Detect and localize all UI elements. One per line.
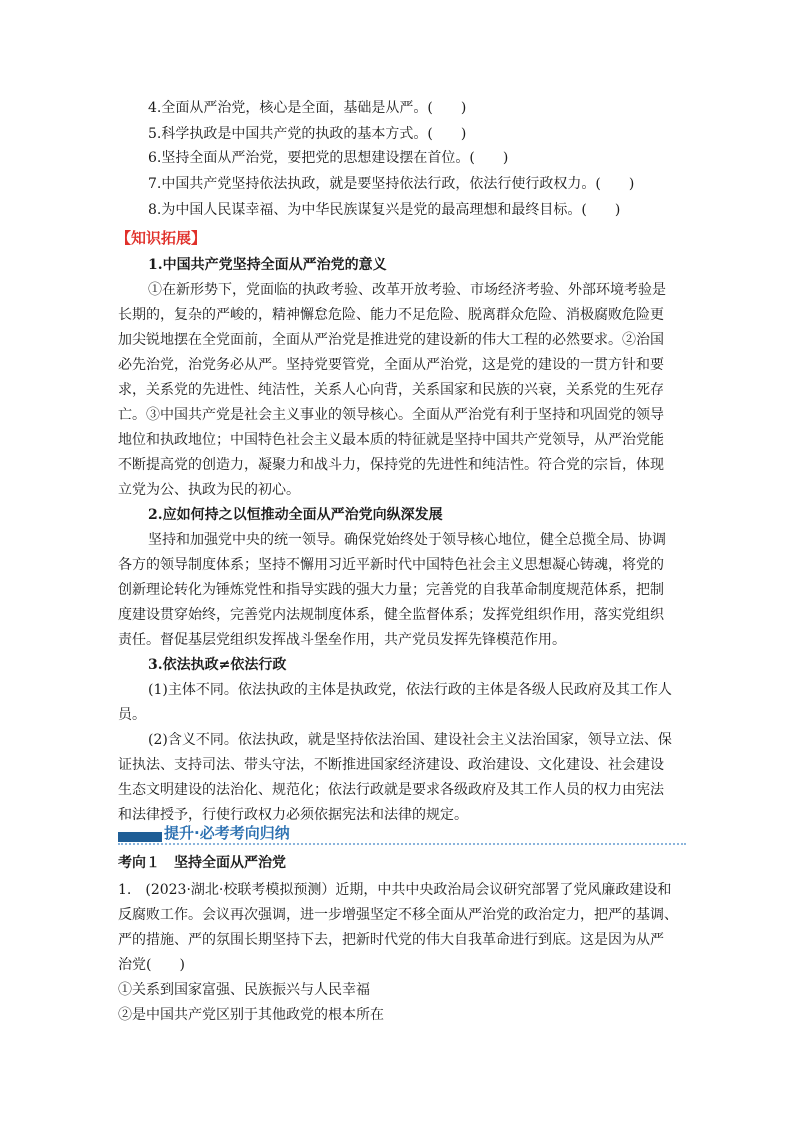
body-line: 求，关系党的先进性、纯洁性，关系人心向背，关系国家和民族的兴衰，关系党的生死存 xyxy=(118,382,664,398)
topic-heading: 1.中国共产党坚持全面从严治党的意义 xyxy=(148,257,387,273)
body-line: 创新理论转化为锤炼党性和指导实践的强大力量；完善党的自我革命制度规范体系，把制 xyxy=(118,582,664,598)
quiz-item: 4.全面从严治党，核心是全面，基础是从严。( ) xyxy=(148,100,467,116)
body-line: 长期的，复杂的严峻的，精神懈怠危险、能力不足危险、脱离群众危险、消极腐败危险更 xyxy=(118,307,664,323)
topic-heading: 2.应如何持之以恒推动全面从严治党向纵深发展 xyxy=(148,507,443,523)
body-line: 和法律授予，行使行政权力必须依据宪法和法律的规定。 xyxy=(118,807,468,823)
body-line: 证执法、支持司法、带头守法，不断推进国家经济建设、政治建设、文化建设、社会建设 xyxy=(118,757,664,773)
topic-heading: 3.依法执政≠依法行政 xyxy=(148,657,287,673)
question-line: 严的措施、严的氛围长期坚持下去，把新时代党的伟大自我革命进行到底。这是因为从严 xyxy=(118,932,664,948)
body-line: 立党为公、执政为民的初心。 xyxy=(118,482,300,498)
section-title: 【知识拓展】 xyxy=(116,229,207,247)
body-line: 员。 xyxy=(118,707,146,723)
body-line: 生态文明建设的法治化、规范化；依法行政就是要求各级政府及其工作人员的权力由宪法 xyxy=(118,782,664,798)
quiz-item: 8.为中国人民谋幸福、为中华民族谋复兴是党的最高理想和最终目标。( ) xyxy=(148,202,621,218)
body-line: 各方的领导制度体系；坚持不懈用习近平新时代中国特色社会主义思想凝心铸魂，将党的 xyxy=(118,557,664,573)
question-line: 反腐败工作。会议再次强调，进一步增强坚定不移全面从严治党的政治定力，把严的基调、 xyxy=(118,907,678,923)
direction-heading: 考向１ 坚持全面从严治党 xyxy=(118,855,286,871)
body-line: 不断提高党的创造力，凝聚力和战斗力，保持党的先进性和纯洁性。符合党的宗旨，体现 xyxy=(118,457,664,473)
banner-label: 提升·必考考向归纳 xyxy=(164,824,290,842)
banner-divider xyxy=(118,843,686,845)
body-line: 坚持和加强党中央的统一领导。确保党始终处于领导核心地位，健全总揽全局、协调 xyxy=(148,532,666,548)
answer-option: ①关系到国家富强、民族振兴与人民幸福 xyxy=(118,982,370,998)
body-line: 必先治党，治党务必从严。坚持党要管党，全面从严治党，这是党的建设的一贯方针和要 xyxy=(118,357,664,373)
quiz-item: 5.科学执政是中国共产党的执政的基本方式。( ) xyxy=(148,126,467,142)
banner-bar xyxy=(118,832,162,842)
question-line: 1. (2023·湖北·校联考模拟预测）近期，中共中央政治局会议研究部署了党风廉政建设和 xyxy=(118,882,672,898)
body-line: 加尖锐地摆在全党面前，全面从严治党是推进党的建设新的伟大工程的必然要求。②治国 xyxy=(118,332,664,348)
body-line: 度建设贯穿始终，完善党内法规制度体系，健全监督体系；发挥党组织作用，落实党组织 xyxy=(118,607,664,623)
body-line: 亡。③中国共产党是社会主义事业的领导核心。全面从严治党有利于坚持和巩固党的领导 xyxy=(118,407,664,423)
body-line: ①在新形势下，党面临的执政考验、改革开放考验、市场经济考验、外部环境考验是 xyxy=(148,282,666,298)
body-line: 地位和执政地位；中国特色社会主义最本质的特征就是坚持中国共产党领导，从严治党能 xyxy=(118,432,664,448)
body-line: 责任。督促基层党组织发挥战斗堡垒作用，共产党员发挥先锋模范作用。 xyxy=(118,632,566,648)
quiz-item: 6.坚持全面从严治党，要把党的思想建设摆在首位。( ) xyxy=(148,150,509,166)
answer-option: ②是中国共产党区别于其他政党的根本所在 xyxy=(118,1007,384,1023)
body-line: (2)含义不同。依法执政，就是坚持依法治国、建设社会主义法治国家，领导立法、保 xyxy=(148,732,672,748)
question-line: 治党( ) xyxy=(118,957,185,973)
body-line: (1)主体不同。依法执政的主体是执政党，依法行政的主体是各级人民政府及其工作人 xyxy=(148,682,672,698)
section-banner xyxy=(118,822,686,846)
quiz-item: 7.中国共产党坚持依法执政，就是要坚持依法行政，依法行使行政权力。( ) xyxy=(148,176,635,192)
